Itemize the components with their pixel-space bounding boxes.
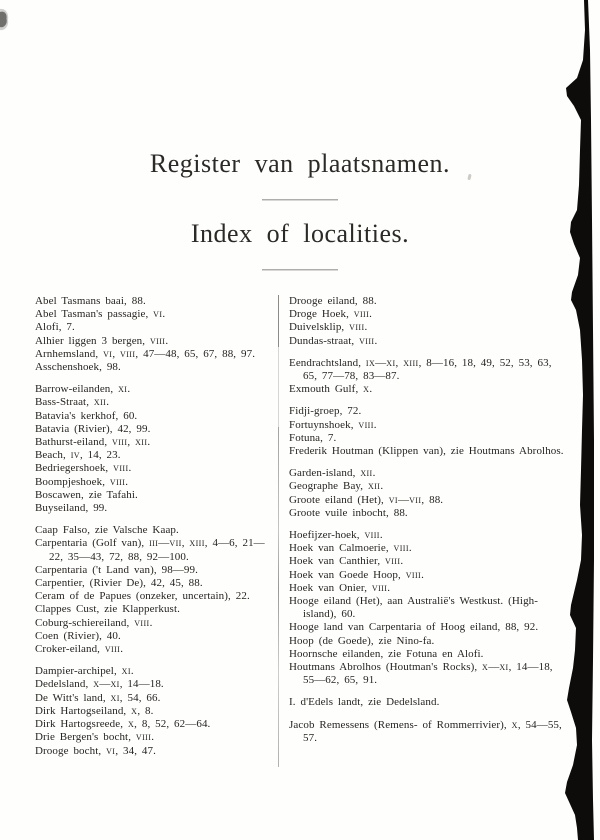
scan-edge-artifact [540, 0, 600, 840]
ink-blob-halo [0, 9, 8, 30]
index-entry: Caap Falso, zie Valsche Kaap. [35, 524, 179, 537]
index-entry: Batavia (Rivier), 42, 99. [35, 422, 151, 435]
scan-edge-shape [565, 0, 594, 840]
index-entry: Hooge eiland (Het), aan Australië's Westkust. (High-island), 60. [289, 595, 539, 621]
index-of-localities [0, 295, 600, 767]
roman-numeral: viii [349, 321, 365, 334]
heading-divider-rule-2 [262, 269, 338, 270]
index-entry: Hoek van Goede Hoop, viii. [289, 568, 424, 581]
roman-numeral: xi [110, 691, 120, 704]
index-group [35, 295, 270, 374]
roman-numeral: viii [364, 529, 380, 542]
index-entry: Hoek van Calmoerie, viii. [289, 542, 412, 555]
roman-numeral: viii [405, 568, 422, 581]
roman-numeral: viii [358, 418, 374, 431]
index-entry: Bass-Straat, xii. [35, 396, 110, 409]
index-column-left [35, 295, 278, 767]
index-entry: Coen (Rivier), 40. [35, 629, 121, 642]
index-entry: Groote eiland (Het), vi—vii, 88. [289, 493, 444, 506]
roman-numeral: viii [112, 436, 128, 449]
roman-numeral: iii [149, 537, 159, 550]
index-entry: Hoop (de Goede), zie Nino-fa. [289, 634, 435, 647]
index-entry: De Witt's land, xi, 54, 66. [35, 691, 161, 704]
roman-numeral: xiii [403, 356, 419, 369]
index-entry: Hooge land van Carpentaria of Hoog eiland, 88, 92. [289, 621, 539, 634]
roman-numeral: vi [103, 347, 113, 360]
index-entry: Coburg-schiereiland, viii. [35, 616, 153, 629]
index-entry: Dirk Hartogsreede, x, 8, 52, 62—64. [35, 718, 211, 731]
index-entry: Batavia's kerkhof, 60. [35, 409, 138, 422]
index-entry: Drie Bergen's bocht, viii. [35, 731, 155, 744]
index-group [289, 529, 564, 687]
roman-numeral: vii [169, 537, 182, 550]
roman-numeral: viii [113, 462, 129, 475]
ink-blob-artifact [0, 0, 20, 40]
index-entry: Hoek van Canthier, viii. [289, 555, 404, 568]
roman-numeral: viii [385, 555, 401, 568]
roman-numeral: xii [135, 436, 148, 449]
roman-numeral: xii [360, 467, 373, 480]
index-entry: Houtmans Abrolhos (Houtman's Rocks), x—xi, 14—18, 55—62, 65, 91. [289, 661, 553, 687]
index-entry: Alofi, 7. [35, 321, 75, 334]
index-entry: Jacob Remessens (Remens- of Rommerrivier), x, 54—55, 57. [289, 718, 562, 744]
index-entry: Duivelsklip, viii. [289, 321, 368, 334]
index-entry: Carpentaria ('t Land van), 98—99. [35, 563, 198, 576]
index-entry: Hoornsche eilanden, zie Fotuna en Alofi. [289, 647, 484, 660]
roman-numeral: viii [149, 334, 166, 347]
roman-numeral: viii [359, 334, 375, 347]
roman-numeral: x [127, 718, 135, 731]
index-entry: Groote vuile inbocht, 88. [289, 506, 408, 519]
index-entry: Drooge eiland, 88. [289, 295, 377, 307]
index-entry: Eendrachtsland, ix—xi, xiii, 8—16, 18, 49, 52, 53, 63, 65, 77—78, 83—87. [289, 356, 552, 383]
index-entry: Dirk Hartogseiland, x, 8. [35, 704, 154, 717]
index-entry: Beach, iv, 14, 23. [35, 449, 121, 462]
page-title-english: Index of localities. [190, 219, 410, 248]
index-entry: Fotuna, 7. [289, 431, 337, 444]
index-entry: Bedriegershoek, viii. [35, 462, 132, 475]
index-entry: Barrow-eilanden, xi. [35, 383, 131, 396]
roman-numeral: viii [393, 542, 409, 555]
index-group [35, 665, 270, 757]
index-group [289, 719, 564, 745]
roman-numeral: viii [134, 616, 150, 629]
roman-numeral: viii [353, 308, 370, 321]
roman-numeral: viii [371, 581, 388, 594]
index-group [289, 405, 564, 458]
index-entry: Dampier-archipel, xi. [35, 665, 134, 678]
roman-numeral: x [511, 718, 518, 731]
index-entry: Carpentaria (Golf van), iii—vii, xiii, 4—6, 21—22, 35—43, 72, 88, 92—100. [35, 537, 265, 563]
page-headings [0, 0, 600, 270]
index-group [289, 467, 564, 520]
index-group [289, 357, 564, 397]
roman-numeral: x [131, 704, 138, 717]
index-entry: Dedelsland, x—xi, 14—18. [35, 678, 164, 691]
roman-numeral: xi [118, 383, 128, 396]
index-group [35, 383, 270, 515]
roman-numeral: viii [109, 475, 126, 488]
roman-numeral: viii [120, 347, 136, 360]
index-group [289, 696, 564, 709]
index-entry: Bathurst-eiland, viii, xii. [35, 436, 151, 449]
index-entry: Fidji-groep, 72. [289, 405, 362, 418]
roman-numeral: vi [106, 744, 116, 757]
index-entry: Exmouth Gulf, x. [289, 383, 373, 396]
index-entry: Buyseiland, 99. [35, 502, 108, 515]
index-entry: Drooge bocht, vi, 34, 47. [35, 744, 156, 757]
roman-numeral: viii [104, 643, 121, 656]
roman-numeral: ix [365, 356, 376, 369]
roman-numeral: xi [499, 661, 509, 674]
roman-numeral: xii [368, 480, 381, 493]
roman-numeral: xiii [189, 537, 205, 550]
index-entry: Abel Tasman's passagie, vi. [35, 308, 166, 321]
page-title-dutch: Register van plaatsnamen. [149, 149, 451, 178]
index-entry: Hoefijzer-hoek, viii. [289, 529, 383, 542]
roman-numeral: xi [110, 678, 120, 691]
index-entry: Ceram of de Papues (onzeker, uncertain), 22. [35, 590, 250, 603]
index-entry: Hoek van Onier, viii. [289, 581, 391, 594]
roman-numeral: x [93, 678, 100, 691]
roman-numeral: xii [93, 396, 107, 409]
roman-numeral: vi [388, 493, 398, 506]
index-entry: Asschenshoek, 98. [35, 361, 121, 374]
roman-numeral: iv [70, 449, 80, 462]
index-entry: Abel Tasmans baai, 88. [35, 295, 146, 307]
index-entry: Carpentier, (Rivier De), 42, 45, 88. [35, 577, 203, 590]
roman-numeral: vi [153, 308, 163, 321]
roman-numeral: xi [121, 665, 131, 678]
index-entry: Dundas-straat, viii. [289, 334, 378, 347]
roman-numeral: xi [386, 356, 396, 369]
roman-numeral: vii [409, 493, 422, 506]
index-entry: Boscawen, zie Tafahi. [35, 488, 138, 501]
index-group [35, 524, 270, 656]
index-entry: Geographe Bay, xii. [289, 480, 384, 493]
index-column-right [279, 295, 564, 754]
roman-numeral: x [482, 661, 489, 674]
roman-numeral: x [363, 383, 370, 396]
index-entry: Clappes Cust, zie Klapperkust. [35, 603, 180, 616]
index-entry: Fortuynshoek, viii. [289, 418, 377, 431]
index-entry: Arnhemsland, vi, viii, 47—48, 65, 67, 88, 97. [35, 347, 256, 360]
index-group [289, 295, 564, 348]
index-entry: Croker-eiland, viii. [35, 643, 124, 656]
roman-numeral: viii [135, 731, 152, 744]
index-entry: Frederik Houtman (Klippen van), zie Houtmans Abrolhos. [289, 445, 564, 458]
index-entry: Garden-island, xii. [289, 467, 376, 480]
index-entry: Alhier liggen 3 bergen, viii. [35, 334, 169, 347]
heading-divider-rule-1 [262, 199, 338, 200]
index-entry: Boompjeshoek, viii. [35, 475, 129, 488]
index-entry: I. d'Edels landt, zie Dedelsland. [289, 696, 440, 709]
index-entry: Droge Hoek, viii. [289, 308, 372, 321]
